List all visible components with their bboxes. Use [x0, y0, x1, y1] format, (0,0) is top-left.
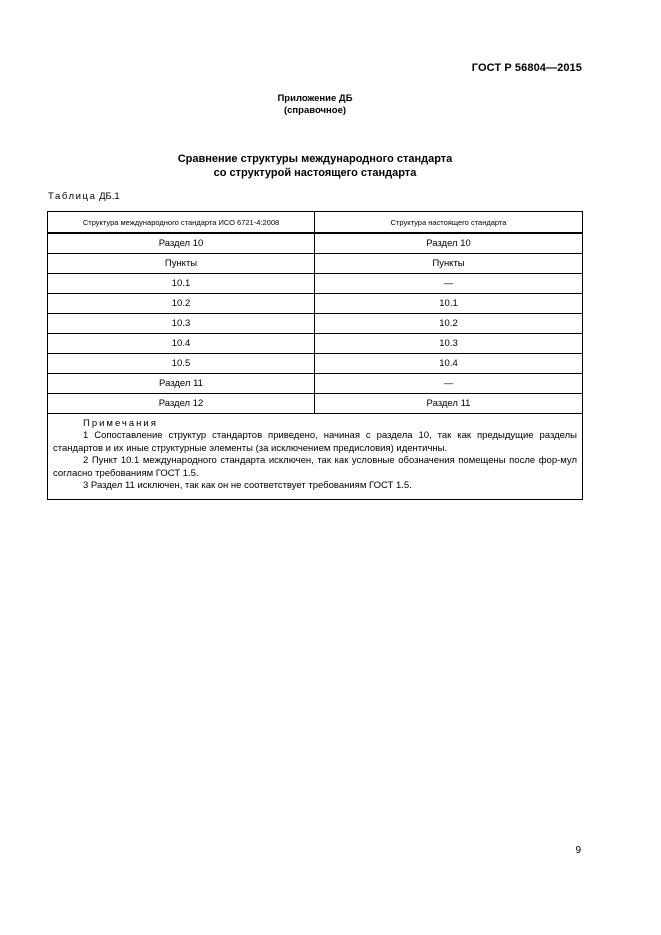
notes-heading: Примечания [83, 418, 158, 429]
table-row [48, 314, 583, 334]
cell-international: 10.3 [48, 314, 315, 334]
note-2: 2 Пункт 10.1 международного стандарта исключен, так как условные обозначения помещены после фор-мул согласно требованиям ГОСТ 1.5. [53, 455, 577, 479]
table-row [48, 334, 583, 354]
table-row [48, 294, 583, 314]
cell-international: Раздел 10 [48, 233, 315, 254]
cell-international: Раздел 11 [48, 374, 315, 394]
annex-title: Приложение ДБ [277, 93, 353, 104]
table-row [48, 233, 583, 254]
section-title-line-2: со структурой настоящего стандарта [213, 167, 417, 179]
cell-international: Раздел 12 [48, 394, 315, 414]
cell-international: 10.5 [48, 354, 315, 374]
notes-row [48, 414, 583, 500]
table-row [48, 374, 583, 394]
annex-subtitle: (справочное) [283, 105, 347, 116]
table-row [48, 394, 583, 414]
header-international-structure: Структура международного стандарта ИСО 6721-4:2008 [48, 212, 315, 234]
cell-international: 10.4 [48, 334, 315, 354]
table-caption-id: ДБ.1 [99, 191, 120, 202]
cell-international: Пункты [48, 254, 315, 274]
header-current-structure: Структура настоящего стандарта [315, 212, 583, 234]
section-title-line-1: Сравнение структуры международного стандарта [177, 153, 453, 165]
section-title [0, 152, 630, 180]
note-3: 3 Раздел 11 исключен, так как он не соответствует требованиям ГОСТ 1.5. [83, 480, 412, 491]
table-caption [48, 191, 120, 202]
cell-current: Раздел 11 [315, 394, 583, 414]
cell-current: 10.2 [315, 314, 583, 334]
table-row [48, 274, 583, 294]
cell-current: 10.4 [315, 354, 583, 374]
cell-current: Раздел 10 [315, 233, 583, 254]
cell-international: 10.1 [48, 274, 315, 294]
note-1: 1 Сопоставление структур стандартов приведено, начиная с раздела 10, так как предыдущие разделы стандартов и их иные структурные элементы (за исключением предисловия) идентичны. [53, 430, 577, 454]
cell-current: — [315, 374, 583, 394]
structure-comparison-table [47, 211, 583, 500]
table-row [48, 354, 583, 374]
page-number: 9 [575, 845, 581, 856]
cell-current: — [315, 274, 583, 294]
cell-current: 10.3 [315, 334, 583, 354]
document-code: ГОСТ Р 56804—2015 [471, 62, 582, 74]
notes-cell [48, 414, 583, 500]
table-caption-word: Таблица [48, 191, 97, 202]
table-row [48, 254, 583, 274]
table-header-row [48, 212, 583, 234]
cell-current: Пункты [315, 254, 583, 274]
cell-international: 10.2 [48, 294, 315, 314]
cell-current: 10.1 [315, 294, 583, 314]
annex-heading [0, 93, 630, 117]
